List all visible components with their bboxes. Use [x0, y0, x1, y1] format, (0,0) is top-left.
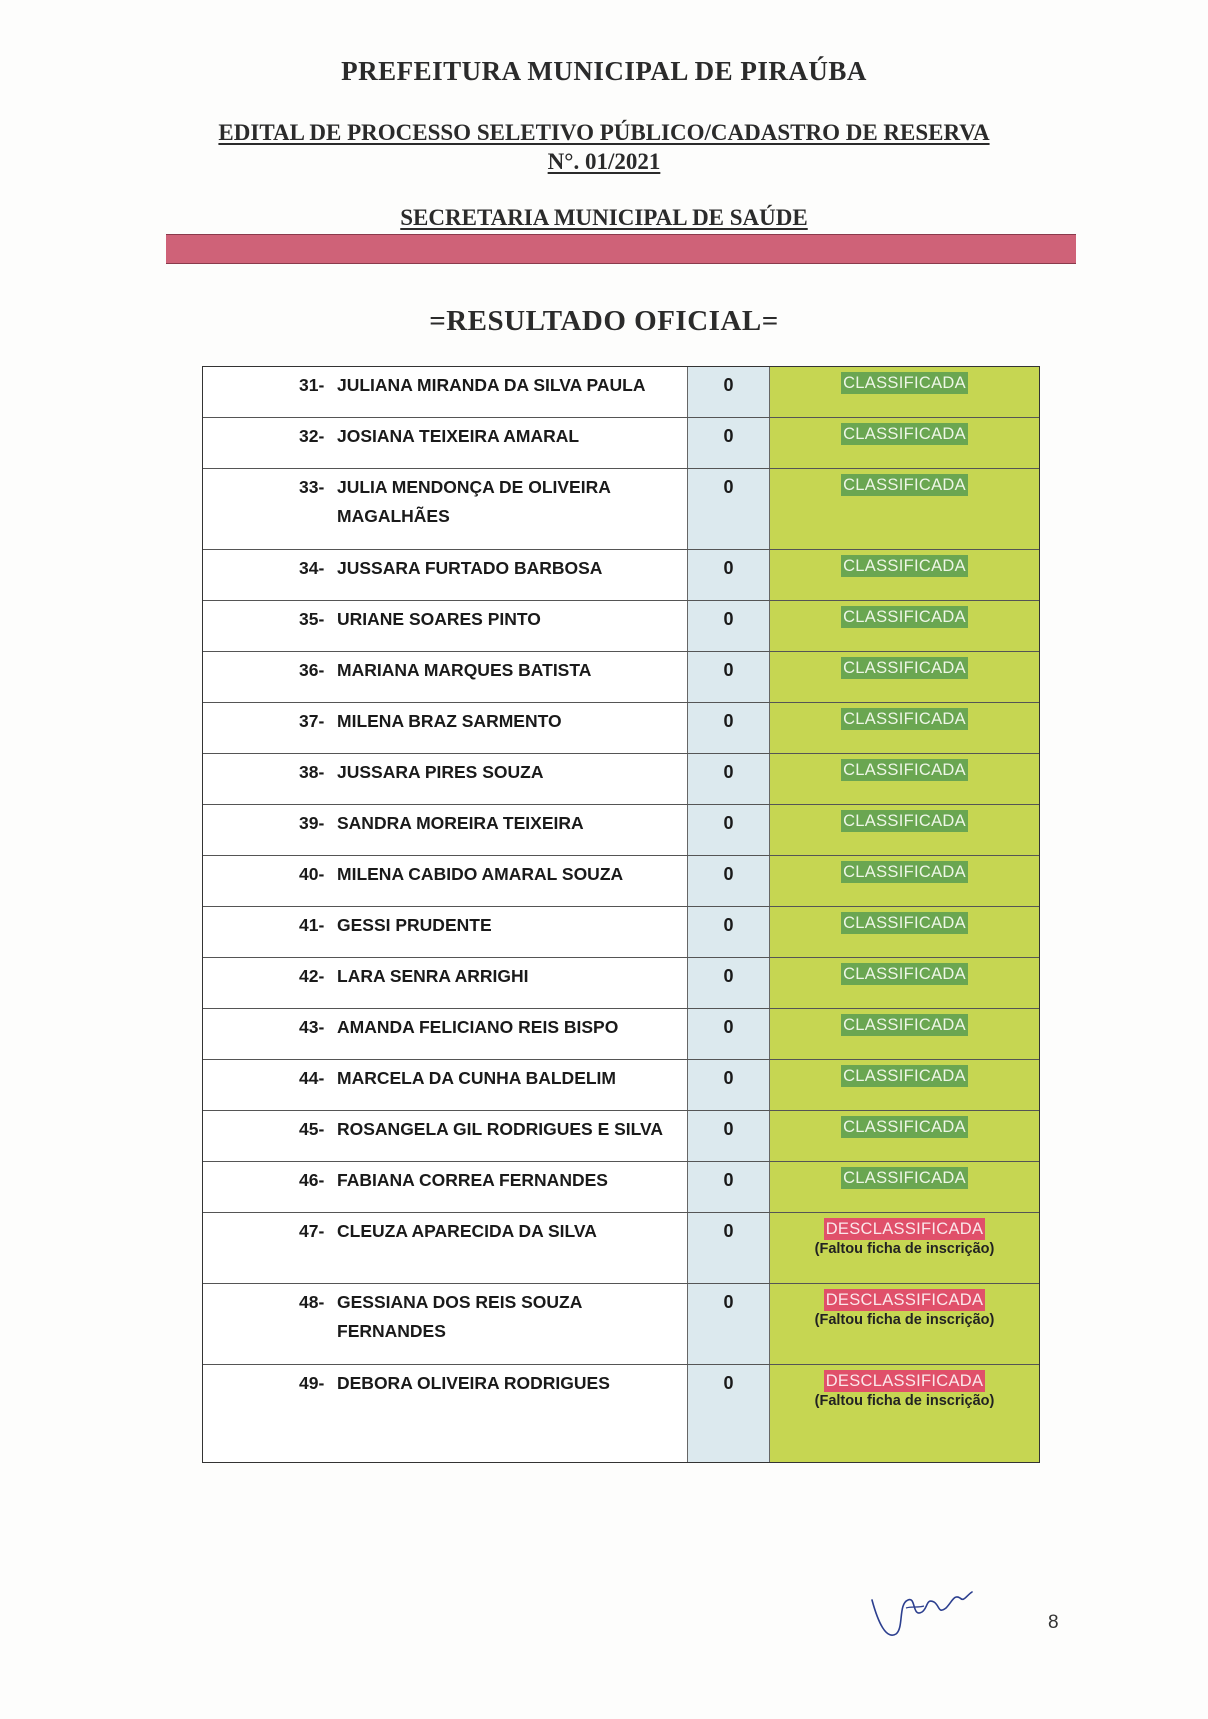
- candidate-cell: [203, 1162, 688, 1212]
- score-cell: 0: [688, 1213, 770, 1283]
- candidate-number: 32-: [299, 426, 325, 446]
- status-cell: [770, 805, 1039, 855]
- candidate-number: 44-: [299, 1068, 325, 1088]
- table-row: [203, 1284, 1039, 1365]
- status-note: (Faltou ficha de inscrição): [814, 1241, 995, 1257]
- page-number: 8: [1048, 1612, 1059, 1633]
- candidate-cell: [203, 1060, 688, 1110]
- candidate-name: AMANDA FELICIANO REIS BISPO: [337, 1017, 619, 1037]
- candidate-cell: [203, 754, 688, 804]
- candidate-cell: [203, 1213, 688, 1283]
- candidate-name: FABIANA CORREA FERNANDES: [337, 1170, 608, 1190]
- candidate-name: CLEUZA APARECIDA DA SILVA: [337, 1221, 597, 1241]
- candidate-number: 33-: [299, 477, 325, 497]
- candidate-name: MARIANA MARQUES BATISTA: [337, 660, 592, 680]
- score-cell: 0: [688, 805, 770, 855]
- table-row: [203, 1213, 1039, 1284]
- candidate-name: SANDRA MOREIRA TEIXEIRA: [337, 813, 584, 833]
- score-cell: 0: [688, 469, 770, 549]
- candidate-cell: [203, 1111, 688, 1161]
- table-row: [203, 469, 1039, 550]
- table-row: [203, 1060, 1039, 1111]
- table-row: [203, 652, 1039, 703]
- score-cell: 0: [688, 703, 770, 753]
- status-badge: CLASSIFICADA: [843, 1067, 966, 1085]
- score-cell: 0: [688, 1365, 770, 1462]
- status-badge: CLASSIFICADA: [843, 710, 966, 728]
- status-cell: [770, 703, 1039, 753]
- header-color-band: [166, 234, 1076, 264]
- status-badge: CLASSIFICADA: [843, 863, 966, 881]
- status-cell: [770, 1284, 1039, 1364]
- candidate-cell: [203, 601, 688, 651]
- candidate-name: GESSI PRUDENTE: [337, 915, 492, 935]
- status-note: (Faltou ficha de inscrição): [814, 1393, 995, 1409]
- status-badge: CLASSIFICADA: [843, 659, 966, 677]
- candidate-number: 39-: [299, 813, 325, 833]
- table-row: [203, 601, 1039, 652]
- status-note: (Faltou ficha de inscrição): [814, 1312, 995, 1328]
- candidate-cell: [203, 1009, 688, 1059]
- status-badge: CLASSIFICADA: [843, 1118, 966, 1136]
- status-badge: CLASSIFICADA: [843, 761, 966, 779]
- candidate-number: 45-: [299, 1119, 325, 1139]
- status-badge: CLASSIFICADA: [843, 425, 966, 443]
- status-cell: [770, 418, 1039, 468]
- candidate-cell: [203, 1284, 688, 1364]
- table-row: [203, 550, 1039, 601]
- status-badge: CLASSIFICADA: [843, 965, 966, 983]
- status-badge: CLASSIFICADA: [843, 476, 966, 494]
- table-row: [203, 703, 1039, 754]
- candidate-number: 38-: [299, 762, 325, 782]
- status-cell: [770, 1009, 1039, 1059]
- table-row: [203, 1365, 1039, 1462]
- edital-line-2: N°. 01/2021: [547, 149, 661, 174]
- status-cell: [770, 652, 1039, 702]
- status-badge: CLASSIFICADA: [843, 608, 966, 626]
- table-row: [203, 805, 1039, 856]
- candidate-cell: [203, 856, 688, 906]
- candidate-number: 31-: [299, 375, 325, 395]
- candidate-number: 35-: [299, 609, 325, 629]
- candidate-name: URIANE SOARES PINTO: [337, 609, 541, 629]
- status-cell: [770, 469, 1039, 549]
- candidate-number: 48-: [299, 1292, 325, 1312]
- status-badge: CLASSIFICADA: [843, 1169, 966, 1187]
- candidate-number: 37-: [299, 711, 325, 731]
- results-table: [202, 366, 1040, 1463]
- candidate-cell: [203, 703, 688, 753]
- status-badge: CLASSIFICADA: [843, 557, 966, 575]
- candidate-cell: [203, 367, 688, 417]
- candidate-number: 43-: [299, 1017, 325, 1037]
- status-badge: CLASSIFICADA: [843, 374, 966, 392]
- status-badge: CLASSIFICADA: [843, 914, 966, 932]
- edital-title: [0, 118, 1208, 176]
- score-cell: 0: [688, 907, 770, 957]
- status-badge: DESCLASSIFICADA: [825, 1220, 984, 1238]
- score-cell: 0: [688, 1009, 770, 1059]
- department-title: [0, 205, 1208, 231]
- result-title: =RESULTADO OFICIAL=: [429, 305, 779, 337]
- score-cell: 0: [688, 367, 770, 417]
- candidate-name: MARCELA DA CUNHA BALDELIM: [337, 1068, 617, 1088]
- status-badge: CLASSIFICADA: [843, 1016, 966, 1034]
- candidate-name: JULIANA MIRANDA DA SILVA PAULA: [337, 375, 646, 395]
- candidate-number: 42-: [299, 966, 325, 986]
- status-cell: [770, 754, 1039, 804]
- status-cell: [770, 1213, 1039, 1283]
- table-row: [203, 1111, 1039, 1162]
- candidate-number: 40-: [299, 864, 325, 884]
- score-cell: 0: [688, 418, 770, 468]
- status-cell: [770, 1060, 1039, 1110]
- candidate-cell: [203, 469, 688, 549]
- signature: [868, 1582, 978, 1642]
- candidate-number: 36-: [299, 660, 325, 680]
- edital-line-1: EDITAL DE PROCESSO SELETIVO PÚBLICO/CADASTRO DE RESERVA: [218, 120, 990, 145]
- score-cell: 0: [688, 958, 770, 1008]
- table-row: [203, 367, 1039, 418]
- status-cell: [770, 1111, 1039, 1161]
- status-cell: [770, 856, 1039, 906]
- table-row: [203, 418, 1039, 469]
- status-cell: [770, 1162, 1039, 1212]
- score-cell: 0: [688, 652, 770, 702]
- table-row: [203, 856, 1039, 907]
- candidate-cell: [203, 550, 688, 600]
- score-cell: 0: [688, 754, 770, 804]
- status-cell: [770, 1365, 1039, 1462]
- score-cell: 0: [688, 856, 770, 906]
- department-label: SECRETARIA MUNICIPAL DE SAÚDE: [400, 205, 808, 230]
- candidate-cell: [203, 652, 688, 702]
- score-cell: 0: [688, 1060, 770, 1110]
- status-cell: [770, 367, 1039, 417]
- candidate-cell: [203, 907, 688, 957]
- candidate-number: 34-: [299, 558, 325, 578]
- candidate-name: LARA SENRA ARRIGHI: [337, 966, 529, 986]
- table-row: [203, 754, 1039, 805]
- candidate-name: MILENA BRAZ SARMENTO: [337, 711, 562, 731]
- candidate-number: 49-: [299, 1373, 325, 1393]
- table-row: [203, 1162, 1039, 1213]
- table-row: [203, 1009, 1039, 1060]
- candidate-cell: [203, 418, 688, 468]
- candidate-name: JUSSARA FURTADO BARBOSA: [337, 558, 603, 578]
- status-cell: [770, 601, 1039, 651]
- candidate-name: JOSIANA TEIXEIRA AMARAL: [337, 426, 580, 446]
- candidate-cell: [203, 1365, 688, 1462]
- candidate-name: GESSIANA DOS REIS SOUZA FERNANDES: [337, 1292, 582, 1341]
- municipality-title: PREFEITURA MUNICIPAL DE PIRAÚBA: [341, 56, 867, 86]
- status-cell: [770, 550, 1039, 600]
- score-cell: 0: [688, 550, 770, 600]
- table-row: [203, 907, 1039, 958]
- candidate-name: JULIA MENDONÇA DE OLIVEIRA MAGALHÃES: [337, 477, 611, 526]
- table-row: [203, 958, 1039, 1009]
- score-cell: 0: [688, 1111, 770, 1161]
- candidate-number: 46-: [299, 1170, 325, 1190]
- candidate-number: 47-: [299, 1221, 325, 1241]
- status-badge: DESCLASSIFICADA: [825, 1372, 984, 1390]
- score-cell: 0: [688, 601, 770, 651]
- status-cell: [770, 907, 1039, 957]
- candidate-cell: [203, 958, 688, 1008]
- candidate-name: JUSSARA PIRES SOUZA: [337, 762, 544, 782]
- status-cell: [770, 958, 1039, 1008]
- status-badge: DESCLASSIFICADA: [825, 1291, 984, 1309]
- candidate-name: MILENA CABIDO AMARAL SOUZA: [337, 864, 624, 884]
- candidate-number: 41-: [299, 915, 325, 935]
- score-cell: 0: [688, 1284, 770, 1364]
- candidate-name: ROSANGELA GIL RODRIGUES E SILVA: [337, 1119, 664, 1139]
- score-cell: 0: [688, 1162, 770, 1212]
- candidate-name: DEBORA OLIVEIRA RODRIGUES: [337, 1373, 610, 1393]
- status-badge: CLASSIFICADA: [843, 812, 966, 830]
- candidate-cell: [203, 805, 688, 855]
